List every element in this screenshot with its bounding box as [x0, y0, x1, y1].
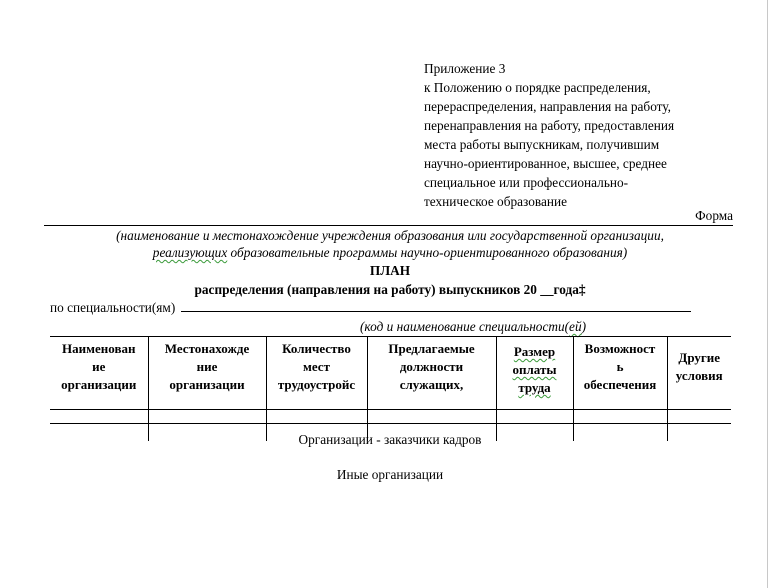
form-label: Форма [695, 208, 733, 223]
header-line: Другие [678, 350, 721, 365]
header-line: ь [616, 359, 624, 374]
specialty-hint [360, 319, 586, 335]
footnote-mark[interactable]: ‡ [578, 282, 586, 297]
table-row [50, 410, 731, 424]
column-header-other [667, 337, 731, 410]
column-header-positions [367, 337, 496, 410]
specialty-fill-line [181, 300, 691, 312]
table-cell[interactable] [496, 410, 573, 424]
header-line: оплаты [512, 362, 557, 377]
institution-hint-rest: образовательные программы научно-ориентированного образования) [227, 245, 628, 260]
header-line: Предлагаемые [388, 341, 475, 356]
column-header-salary [496, 337, 573, 410]
plan-title: ПЛАН [369, 263, 411, 278]
specialty-hint-word: ей [569, 319, 582, 334]
plan-subtitle-text: распределения (направления на работу) выпускников 20 __года [194, 282, 579, 297]
appendix-line: места работы выпускникам, получившим [424, 137, 660, 152]
appendix-line: научно-ориентированное, высшее, среднее [424, 156, 667, 171]
section-others: Иные организации [336, 467, 444, 482]
header-line: обеспечения [583, 377, 657, 392]
column-header-name [50, 337, 148, 410]
institution-line [44, 225, 733, 226]
specialty-hint-suffix: ) [581, 319, 587, 334]
table-cell[interactable] [266, 410, 367, 424]
specialty-hint-prefix: (код и наименование специальности( [360, 319, 570, 334]
table-cell[interactable] [667, 410, 731, 424]
header-line: организации [61, 377, 137, 392]
table-cell[interactable] [573, 410, 667, 424]
plan-table [50, 336, 731, 441]
appendix-line: Приложение 3 [424, 61, 506, 76]
appendix-line: специальное или профессионально- [424, 175, 629, 190]
header-line: условия [675, 368, 723, 383]
appendix-line: техническое образование [424, 194, 567, 209]
header-line: служащих, [399, 377, 464, 392]
appendix-block [424, 59, 754, 211]
header-line: Количество [282, 341, 351, 356]
column-header-count [266, 337, 367, 410]
header-line: должности [399, 359, 464, 374]
appendix-line: к Положению о порядке распределения, [424, 80, 651, 95]
page-edge [767, 0, 768, 588]
table-cell[interactable] [367, 410, 496, 424]
appendix-line: перенаправления на работу, предоставления [424, 118, 675, 133]
institution-hint-line2 [40, 245, 740, 261]
specialty-line [50, 300, 691, 316]
column-header-location [148, 337, 266, 410]
specialty-label-prefix: по специальности(ям) [50, 300, 179, 315]
institution-hint-word: реализующих [152, 245, 228, 260]
header-line: Наименован [62, 341, 136, 356]
table-cell[interactable] [148, 410, 266, 424]
table-header-row [50, 337, 731, 410]
header-line: мест [303, 359, 330, 374]
header-line: организации [169, 377, 245, 392]
header-line: Размер [513, 344, 556, 359]
specialty-label [50, 300, 179, 315]
plan-subtitle [40, 282, 740, 298]
appendix-line: перераспределения, направления на работу, [424, 99, 671, 114]
header-line: трудоустройс [277, 377, 356, 392]
table-cell[interactable] [50, 410, 148, 424]
header-line: Местонахожде [164, 341, 250, 356]
header-line: ние [196, 359, 218, 374]
header-line: ие [92, 359, 106, 374]
header-line: труда [518, 380, 551, 395]
column-header-provision [573, 337, 667, 410]
institution-hint-line1: (наименование и местонахождение учреждения образования или государственной организации, [116, 228, 664, 243]
header-line: Возможност [584, 341, 656, 356]
section-customers: Организации - заказчики кадров [298, 432, 482, 447]
